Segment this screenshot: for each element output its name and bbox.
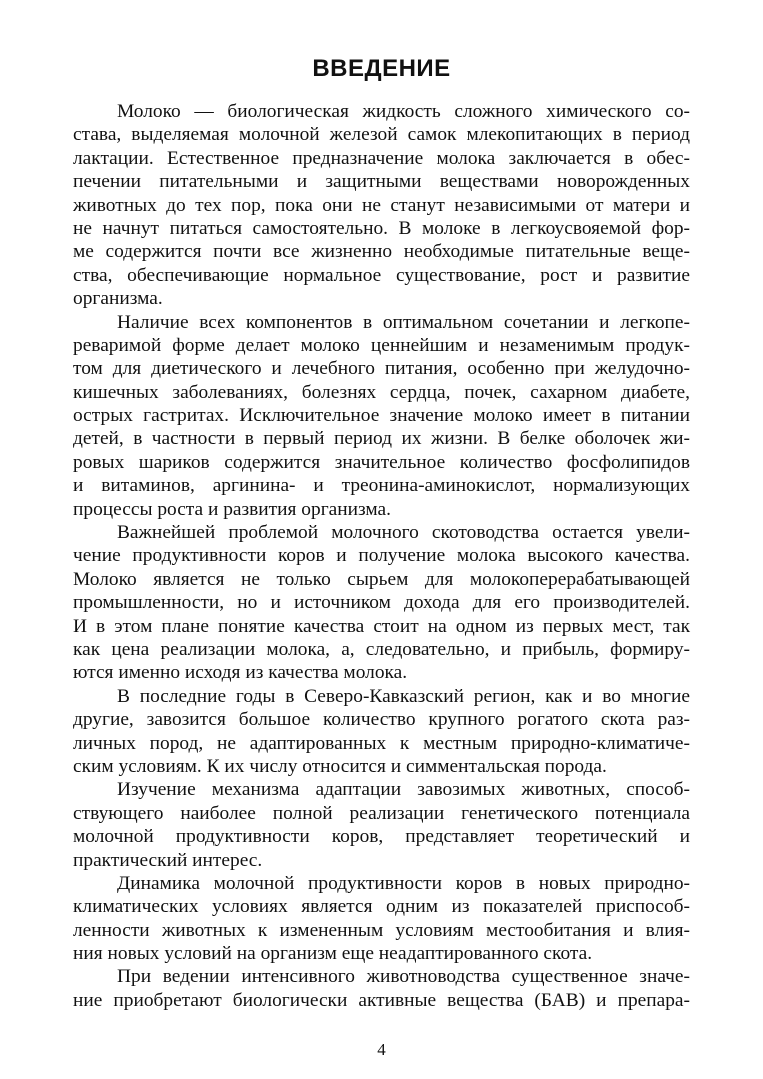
page-title: ВВЕДЕНИЕ — [312, 55, 451, 82]
text-line: ровых шариков содержится значительное количество фосфолипидов — [73, 451, 690, 473]
text-line: ленности животных к измененным условиям местообитания и влия- — [73, 919, 690, 941]
text-line: Молоко — биологическая жидкость сложного химического со- — [117, 101, 690, 122]
paragraph — [73, 685, 690, 779]
text-line: и витаминов, аргинина- и треонина-аминокислот, нормализующих — [73, 475, 690, 497]
text-line: ния новых условий на организм еще неадаптированного скота. — [73, 943, 593, 965]
text-line: практический интерес. — [73, 849, 263, 871]
text-line: В последние годы в Северо-Кавказский регион, как и во многие — [117, 685, 690, 707]
text-line: как цена реализации молока, а, следовательно, и прибыль, формиру- — [73, 638, 690, 660]
paragraph — [73, 965, 690, 1012]
text-line: детей, в частности в первый период их жизни. В белке оболочек жи- — [73, 428, 690, 450]
text-line: том для диетического и лечебного питания, особенно при желудочно- — [73, 358, 690, 380]
text-line: процессы роста и развития организма. — [73, 498, 391, 520]
text-line: ние приобретают биологически активные вещества (БАВ) и препара- — [73, 989, 690, 1011]
page-number: 4 — [377, 1040, 386, 1059]
text-line: личных пород, не адаптированных к местным природно-климатиче- — [73, 732, 690, 754]
text-line: ским условиям. К их числу относится и симментальская порода. — [73, 755, 607, 777]
paragraph — [73, 100, 690, 311]
paragraph — [73, 872, 690, 966]
text-line: Изучение механизма адаптации завозимых животных, способ- — [117, 779, 690, 801]
text-line: другие, завозится большое количество крупного рогатого скота раз- — [73, 709, 690, 731]
text-line: Наличие всех компонентов в оптимальном сочетании и легкопе- — [117, 311, 690, 333]
text-line: не начнут питаться самостоятельно. В молоке в легкоусвояемой фор- — [73, 217, 690, 239]
text-line: молочной продуктивности коров, представляет теоретический и — [73, 826, 690, 848]
paragraph — [73, 521, 690, 685]
text-line: организма. — [73, 288, 163, 310]
text-line: кишечных заболеваниях, болезнях сердца, почек, сахарном диабете, — [73, 381, 690, 403]
text-line: печении питательными и защитными веществами новорожденных — [73, 171, 690, 193]
text-line: ства, обеспечивающие нормальное существование, рост и развитие — [73, 264, 690, 286]
body-text — [73, 100, 690, 1012]
text-line: Динамика молочной продуктивности коров в новых природно- — [117, 872, 690, 894]
text-line: При ведении интенсивного животноводства существенное значе- — [117, 966, 690, 988]
text-line: острых гастритах. Исключительное значение молоко имеет в питании — [73, 405, 690, 427]
text-line: ствующего наиболее полной реализации генетического потенциала — [73, 802, 690, 824]
text-line: И в этом плане понятие качества стоит на одном из первых мест, так — [73, 615, 690, 637]
text-line: става, выделяемая молочной железой самок млекопитающих в период — [73, 124, 690, 146]
paragraph — [73, 778, 690, 872]
text-line: животных до тех пор, пока они не станут независимыми от матери и — [73, 194, 690, 216]
text-line: реваримой форме делает молоко ценнейшим и незаменимым продук- — [73, 334, 690, 356]
paragraph — [73, 311, 690, 522]
text-line: Важнейшей проблемой молочного скотоводства остается увели- — [117, 522, 690, 544]
text-line: чение продуктивности коров и получение молока высокого качества. — [73, 545, 690, 567]
text-line: ются именно исходя из качества молока. — [73, 662, 408, 684]
text-line: промышленности, но и источником дохода для его производителей. — [73, 592, 690, 614]
text-line: лактации. Естественное предназначение молока заключается в обес- — [73, 147, 690, 169]
text-line: климатических условиях является одним из показателей приспособ- — [73, 896, 690, 918]
text-line: ме содержится почти все жизненно необходимые питательные веще- — [73, 241, 690, 263]
text-line: Молоко является не только сырьем для молокоперерабатывающей — [73, 568, 690, 590]
